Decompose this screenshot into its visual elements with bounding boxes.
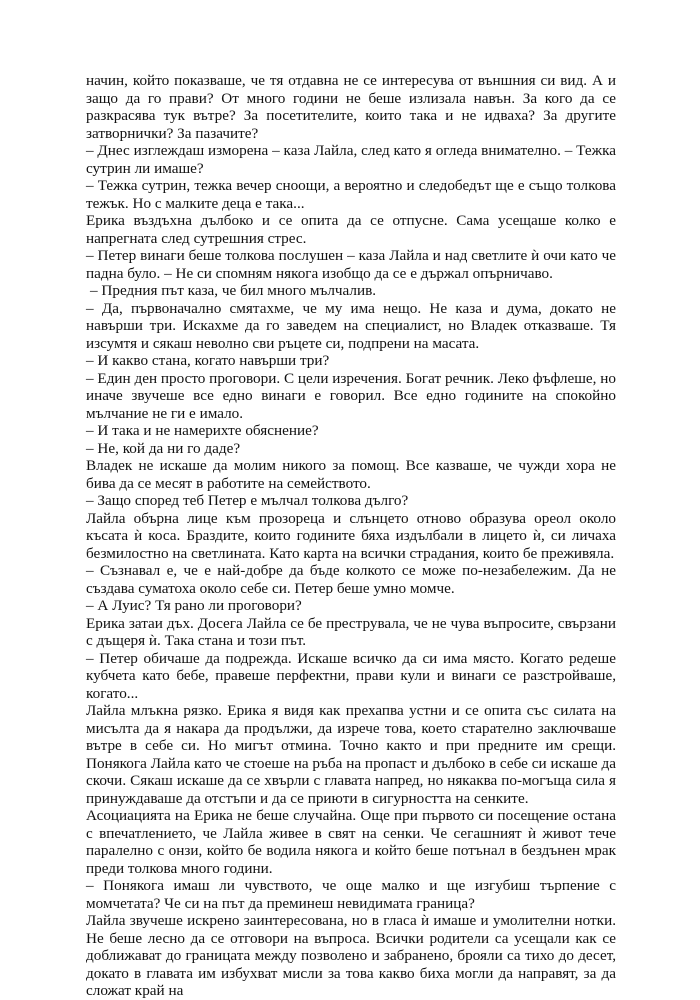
paragraph: – И какво стана, когато навърши три?: [86, 352, 330, 369]
paragraph: – Не, кой да ни го даде?: [86, 439, 241, 457]
paragraph: Ерика въздъхна дълбоко и се опита да се отпусне. Сама усещаше колко е напрегната след сутрешния стрес.: [86, 212, 616, 247]
paragraph: – Да, първоначално смятахме, че му има нещо. Не каза и дума, докато не навърши три. Искахме да го заведем на специалист, но Владек отказваше. Тя изсумтя и сякаш неволно сви ръцете си, подпрени на масата.: [86, 299, 616, 352]
paragraph: – Защо според теб Петер е мълчал толкова дълго?: [86, 492, 409, 509]
paragraph: – Предния път каза, че бил много мълчалив.: [90, 282, 377, 299]
paragraph: Лайла звучеше искрено заинтересована, но в гласа ѝ имаше и умолителни нотки. Не беше лесно да се отговори на въпроса. Всички родители са усещали как се доближават до границата между позволено и забранено, брояли са тихо до десет, докато в главата им избухват мисли за това какво биха могли да направят, за да сложат край на: [86, 912, 616, 999]
paragraph: Владек не искаше да молим никого за помощ. Все казваше, че чужди хора не бива да се месят в работите на семейството.: [86, 457, 616, 492]
document-page: [86, 72, 616, 1000]
paragraph: – Понякога имаш ли чувството, че още малко и ще изгубиш търпение с момчетата? Че си на път да преминеш невидимата граница?: [86, 877, 616, 912]
paragraph: – Един ден просто проговори. С цели изречения. Богат речник. Леко фъфлеше, но иначе звучеше все едно винаги е говорил. Все едно годините на спокойно мълчание не ги е имало.: [86, 369, 616, 422]
paragraph: Лайла млъкна рязко. Ерика я видя как прехапва устни и се опита със силата на мисълта да я накара да продължи, да изрече това, което старателно заключваше вътре в себе си. Но мигът отмина. Точно както и при предните им срещи. Понякога Лайла като че стоеше на ръба на пропаст и дълбоко в себе си искаше да скочи. Сякаш искаше да се хвърли с главата напред, но някаква по-могъща сила я принуждаваше да отстъпи и да се приюти в сигурността на сенките.: [86, 702, 616, 807]
paragraph: – А Луис? Тя рано ли проговори?: [86, 597, 302, 614]
paragraph: – И така и не намерихте обяснение?: [86, 422, 319, 439]
paragraph: – Тежка сутрин, тежка вечер сноощи, а вероятно и следобедът ще е също толкова тежък. Но с малките деца е така...: [86, 177, 616, 212]
paragraph: Асоциацията на Ерика не беше случайна. Още при първото си посещение остана с впечатлението, че Лайла живее в свят на сенки. Че сегашният ѝ живот тече паралелно с онзи, който бе водила някога и който беше потънал в бездънен мрак преди толкова много години.: [86, 807, 616, 877]
paragraph: – Днес изглеждаш изморена – каза Лайла, след като я огледа внимателно. – Тежка сутрин ли имаше?: [86, 142, 616, 177]
paragraph: – Петер обичаше да подрежда. Искаше всичко да си има място. Когато редеше кубчета като бебе, правеше перфектни, прави кули и винаги се разстройваше, когато...: [86, 649, 616, 702]
paragraph: Лайла обърна лице към прозореца и слънцето отново образува ореол около късата ѝ коса. Браздите, които годините бяха издълбали в лицето ѝ, си личаха безмилостно на светлината. Като карта на всички страдания, които бе преживяла.: [86, 509, 616, 562]
paragraph: – Петер винаги беше толкова послушен – каза Лайла и над светлите ѝ очи като че падна було. – Не си спомням някога изобщо да се е държал опърничаво.: [86, 247, 616, 282]
paragraph: начин, който показваше, че тя отдавна не се интересува от външния си вид. А и защо да го прави? От много години не беше излизала навън. За кого да се разкрасява тук вътре? За посетителите, които така и не идваха? За другите затворнички? За пазачите?: [86, 72, 616, 142]
paragraph: Ерика затаи дъх. Досега Лайла се бе преструвала, че не чува въпросите, свързани с дъщеря ѝ. Така стана и този път.: [86, 614, 616, 649]
paragraph: – Съзнавал е, че е най-добре да бъде колкото се може по-незабележим. Да не създава суматоха около себе си. Петер беше умно момче.: [86, 562, 616, 597]
